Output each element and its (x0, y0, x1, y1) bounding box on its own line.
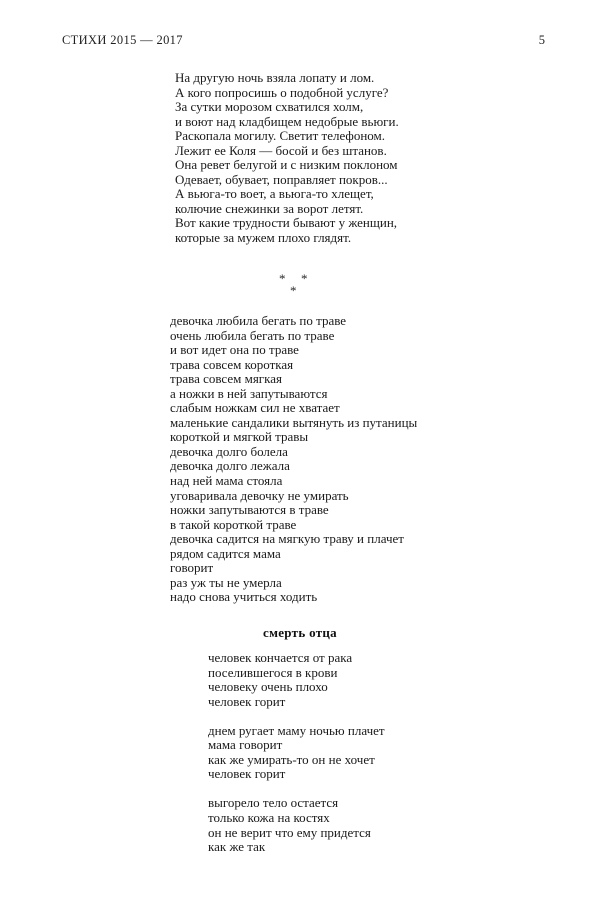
poem-line: девочка садится на мягкую траву и плачет (170, 531, 404, 547)
poem-line: девочка долго болела (170, 443, 288, 459)
poem-line: днем ругает маму ночью плачет (208, 722, 385, 738)
poem-line: человек горит (208, 766, 286, 782)
poem-line: Она ревет белугой и с низким поклоном (175, 157, 398, 173)
poem-line: человек горит (208, 693, 286, 709)
poem-line: только кожа на костях (208, 810, 330, 826)
running-head-title: СТИХИ 2015 — 2017 (62, 33, 183, 47)
poem-line: Одевает, обувает, поправляет покров... (175, 171, 388, 187)
poem-line: Вот какие трудности бывают у женщин, (175, 215, 398, 231)
poem-line: мама говорит (208, 737, 283, 753)
poem-line: девочка любила бегать по траве (170, 313, 347, 328)
poem-three-body (208, 651, 385, 855)
poem-one-body (175, 71, 399, 246)
poem-three-title: смерть отца (263, 625, 337, 640)
poem-line: рядом садится мама (170, 545, 281, 561)
asterisk-icon: * (290, 283, 297, 298)
poem-line: очень любила бегать по траве (170, 327, 335, 343)
stanza-break (208, 709, 385, 724)
poem-line: как же так (208, 839, 266, 855)
poem-line: Раскопала могилу. Светит телефоном. (175, 128, 386, 144)
poem-line: трава совсем короткая (170, 356, 294, 372)
poem-line: раз уж ты не умерла (170, 574, 282, 590)
stanza-break (208, 782, 385, 797)
poem-line: А вьюга-то воет, а вьюга-то хлещет, (175, 186, 374, 202)
poem-line: трава совсем мягкая (170, 371, 283, 387)
running-head (62, 33, 545, 48)
poem-line: поселившегося в крови (208, 664, 338, 680)
poem-line: А кого попросишь о подобной услуге? (175, 84, 389, 100)
asterisk-icon: * (301, 271, 308, 286)
poem-line: Лежит ее Коля — босой и без штанов. (175, 142, 387, 158)
poem-line: он не верит что ему придется (208, 824, 371, 840)
page-number: 5 (538, 33, 545, 47)
poem-line: над ней мама стояла (170, 473, 283, 489)
poem-line: колючие снежинки за ворот летят. (175, 200, 364, 216)
poem-line: и вот идет она по траве (170, 342, 299, 358)
poem-line: слабым ножкам сил не хватает (170, 400, 340, 416)
asterisk-icon: * (279, 271, 286, 286)
poem-line: в такой короткой траве (170, 516, 297, 532)
poem-line: выгорело тело остается (208, 795, 339, 811)
poem-line: уговаривала девочку не умирать (170, 487, 349, 503)
poem-line: и воют над кладбищем недобрые вьюги. (175, 113, 399, 129)
poem-line: говорит (170, 560, 214, 576)
poem-line: ножки запутываются в траве (170, 502, 329, 518)
poem-line: как же умирать-то он не хочет (208, 751, 375, 767)
poem-line: короткой и мягкой травы (170, 429, 309, 445)
poem-line: За сутки морозом схватился холм, (175, 99, 364, 115)
poem-two-body (170, 314, 417, 605)
poem-line: человек кончается от рака (208, 650, 353, 665)
poem-line: надо снова учиться ходить (170, 589, 318, 605)
poem-line: маленькие сандалики вытянуть из путаницы (170, 414, 418, 430)
asterisk-divider (279, 272, 333, 304)
poem-line: а ножки в ней запутываются (170, 385, 328, 401)
poem-line: На другую ночь взяла лопату и лом. (175, 70, 375, 85)
poem-line: девочка долго лежала (170, 458, 290, 474)
poem-line: человеку очень плохо (208, 679, 328, 695)
poem-line: которые за мужем плохо глядят. (175, 230, 352, 246)
